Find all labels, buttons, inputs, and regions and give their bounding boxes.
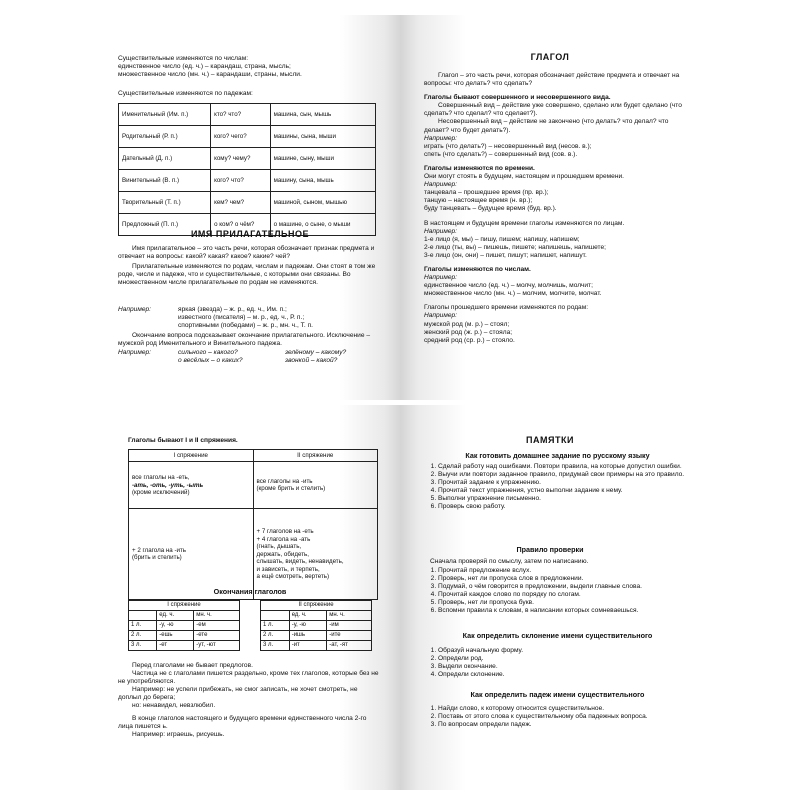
table-row (261, 631, 372, 641)
verb-tense-text: Они могут стоять в будущем, настоящем и прошедшем времени. (424, 173, 624, 181)
memo-homework-title: Как готовить домашнее задание по русскому языку (465, 451, 650, 460)
list-item: 3. По вопросам определи падеж. (438, 721, 700, 729)
ending-cell: 1 л. (261, 621, 290, 631)
adjective-example2-d: звонкой – какой? (285, 357, 338, 364)
adjective-ending-rule: Окончание вопроса подсказывает окончание прилагательного. Исключение – мужской род Именительного и Винительного падежа. (118, 332, 371, 348)
case-cell: машину, сына, мышь (270, 170, 375, 192)
conjugation-header-1: I спряжение (129, 450, 254, 462)
ending-cell: -ешь (157, 631, 194, 641)
verb-example: играть (что делать?) – несовершенный вид (несов. в.); (424, 142, 592, 150)
page-memos (400, 405, 700, 790)
adjective-example-label: Например: (118, 306, 152, 313)
verb-note-exception: но: ненавидел, невзлюбил. (132, 702, 216, 710)
ending-cell: -ете (194, 631, 240, 641)
case-cell: кого? что? (211, 170, 271, 192)
table-row (129, 631, 240, 641)
verb-example-label: Например: (424, 134, 458, 142)
verb-section-title: ГЛАГОЛ (530, 52, 570, 62)
case-cell: Дательный (Д. п.) (119, 148, 211, 170)
endings-table-1-title: I спряжение (129, 601, 240, 611)
page-conjugation (100, 405, 400, 790)
verb-example-label: Например: (424, 274, 458, 282)
memo-check-title: Правило проверки (516, 545, 584, 554)
memo-homework-list (424, 463, 700, 512)
page-verb (400, 15, 700, 400)
adjective-example-3: спортивными (победами) – ж. р., мн. ч., Т. п. (178, 322, 313, 330)
case-cell: кем? чем? (211, 192, 271, 214)
list-item: 2. Поставь от этого слова к существительному оба падежных вопроса. (438, 713, 700, 721)
verb-aspect-heading: Глаголы бывают совершенного и несовершенного вида. (424, 94, 611, 102)
verb-gender-heading: Глаголы прошедшего времени изменяются по родам: (424, 304, 589, 312)
verb-example: танцую – настоящее время (н. вр.); (424, 197, 533, 205)
verb-note-example: Например: не успели прибежать, не смог записать, не хочет смотреть, не доплыл до берега; (118, 686, 358, 702)
list-item: 2. Определи род. (438, 655, 700, 663)
memo-case-list (424, 705, 700, 729)
case-cell: машиной, сыном, мышью (270, 192, 375, 214)
memo-declension-title: Как определить склонение имени существительного (462, 631, 653, 640)
case-cell: кто? что? (211, 104, 271, 126)
ending-cell: 3 л. (129, 641, 157, 651)
ending-cell: 2 л. (261, 631, 290, 641)
conjugation-header-2: II спряжение (253, 450, 378, 462)
case-cell: о машине, о сыне, о мыши (270, 214, 375, 236)
conjugation-intro: Глаголы бывают I и II спряжения. (128, 437, 238, 444)
verb-note-example-2: Например: играешь, рисуешь. (132, 730, 225, 738)
table-row (129, 621, 240, 631)
case-cell: Винительный (В. п.) (119, 170, 211, 192)
table-row (129, 641, 240, 651)
case-cell: Родительный (Р. п.) (119, 126, 211, 148)
table-row (119, 192, 376, 214)
endings-table-2: II спряжение ед. ч. мн. ч. 1 л. -у, -ю -им 2 л. -ишь -ите 3 л. -ит -ат, -ят (260, 600, 372, 651)
verb-example: буду танцевать – будущее время (буд. вр.). (424, 205, 557, 213)
verb-example: единственное число (ед. ч.) – молчу, молчишь, молчит; (424, 282, 593, 290)
verb-note-soft-sign: В конце глаголов настоящего и будущего времени единственного числа 2-го лица пишется ь. (118, 714, 367, 730)
list-item: 4. Определи склонение. (438, 671, 700, 679)
list-item: 3. Прочитай задание к упражнению. (438, 479, 700, 487)
verb-example: спеть (что сделать?) – совершенный вид (сов. в.). (424, 150, 578, 158)
verb-example: средний род (ср. р.) – стояло. (424, 336, 515, 344)
verb-example: множественное число (мн. ч.) – молчим, молчите, молчат. (424, 290, 602, 298)
case-cell: кому? чему? (211, 148, 271, 170)
ending-cell: -у, -ю (289, 621, 327, 631)
memo-case-title: Как определить падеж имени существительного (470, 690, 645, 699)
table-row (119, 104, 376, 126)
adjective-example2-b: зелёному – какому? (285, 349, 347, 356)
ending-cell: -ат, -ят (327, 641, 372, 651)
ending-cell: -ут, -ют (194, 641, 240, 651)
list-item: 4. Прочитай каждое слово по порядку по слогам. (438, 591, 700, 599)
adjective-example2-label: Например: (118, 349, 152, 356)
ending-cell: -у, -ю (157, 621, 194, 631)
verb-example: танцевала – прошедшее время (пр. вр.); (424, 189, 549, 197)
verb-person-heading: В настоящем и будущем времени глаголы изменяются по лицам. (424, 219, 625, 227)
page-nouns-adjectives (100, 15, 400, 400)
verb-definition: Глагол – это часть речи, которая обозначает действие предмета и отвечает на вопросы: что делать? что сделать? (424, 72, 680, 88)
endings-table-2-title: II спряжение (261, 601, 372, 611)
adjective-section-title: ИМЯ ПРИЛАГАТЕЛЬНОЕ (190, 229, 310, 239)
case-cell: Предложный (П. п.) (119, 214, 211, 236)
list-item: 2. Выучи или повтори заданное правило, придумай свои примеры на это правило. (438, 471, 700, 479)
verb-example-label: Например: (424, 181, 458, 189)
verb-example: женский род (ж. р.) – стояла; (424, 328, 513, 336)
adjective-definition: Имя прилагательное – это часть речи, которая обозначает признак предмета и отвечает на вопросы: какой? какая? какое? какие? чей? (118, 245, 375, 261)
verb-note-prepositions: Перед глаголами не бывает предлогов. (132, 662, 253, 669)
memo-declension-list (424, 647, 700, 679)
verb-example: 2-е лицо (ты, вы) – пишешь, пишете; напишешь, напишете; (424, 243, 607, 251)
table-row (261, 621, 372, 631)
adjective-example2-a: сильного – какого? (178, 349, 238, 356)
list-item: 1. Прочитай предложение вслух. (438, 567, 700, 575)
verb-note-particle: Частица не с глаголами пишется раздельно, кроме тех глаголов, которые без не не употребляются. (118, 670, 379, 686)
ending-cell: -им (327, 621, 372, 631)
adjective-example2-c: о весёлых – о каких? (178, 357, 243, 364)
endings-table-1: I спряжение ед. ч. мн. ч. 1 л. -у, -ю -ем 2 л. -ешь -ете 3 л. -ет -ут, -ют (128, 600, 240, 651)
verb-example-label: Например: (424, 312, 458, 320)
conjugation-cell-2-1: + 2 глагола на -ить (брить и стелить) (129, 509, 254, 600)
adjective-example-1: яркая (звезда) – ж. р., ед. ч., Им. п.; (178, 306, 287, 313)
ending-cell: -ит (289, 641, 327, 651)
list-item: 4. Прочитай текст упражнения, устно выполни задание к нему. (438, 487, 700, 495)
table-row (119, 170, 376, 192)
case-cell: машины, сына, мыши (270, 126, 375, 148)
list-item: 6. Проверь свою работу. (438, 503, 700, 511)
verb-example: мужской род (м. р.) – стоял; (424, 320, 510, 328)
ending-cell: -ишь (289, 631, 327, 641)
case-cell: о ком? о чём? (211, 214, 271, 236)
verb-example-label: Например: (424, 227, 458, 235)
list-item: 5. Выполни упражнение письменно. (438, 495, 700, 503)
list-item: 2. Проверь, нет ли пропуска слов в предложении. (438, 575, 700, 583)
verb-text-block (424, 72, 694, 345)
list-item: 1. Сделай работу над ошибками. Повтори правила, на которые допустил ошибки. (438, 463, 700, 471)
verb-imperfective: Несовершенный вид – действие не закончено (что делать? что делал? что делает? что будет делать?). (424, 118, 669, 134)
verb-tense-heading: Глаголы изменяются по времени. (424, 164, 535, 172)
case-cell: машине, сыну, мыши (270, 148, 375, 170)
ending-cell: 2 л. (129, 631, 157, 641)
verb-number-heading: Глаголы изменяются по числам. (424, 265, 531, 273)
case-cell: Именительный (Им. п.) (119, 104, 211, 126)
adjective-examples (178, 306, 313, 330)
table-row (261, 641, 372, 651)
verb-perfective: Совершенный вид – действие уже совершено, сделано или будет сделано (что сделать? что сделал? что сделает?). (424, 102, 682, 118)
memos-title: ПАМЯТКИ (526, 435, 574, 445)
list-item: 3. Выдели окончание. (438, 663, 700, 671)
adjective-agreement-rule: Прилагательные изменяются по родам, числам и падежам. Они стоят в том же роде, числе и падеже, что и существительные, с которыми они связаны. Во множественном числе прилагательные по родам не изменяются. (118, 263, 376, 287)
ending-cell: -ет (157, 641, 194, 651)
case-cell: кого? чего? (211, 126, 271, 148)
noun-cases-heading: Существительные изменяются по падежам: (118, 90, 253, 97)
list-item: 1. Найди слово, к которому относится существительное. (438, 705, 700, 713)
case-cell: Творительный (Т. п.) (119, 192, 211, 214)
memo-check-intro: Сначала проверяй по смыслу, затем по написанию. (430, 558, 589, 565)
list-item: 5. Проверь, нет ли пропуска букв. (438, 599, 700, 607)
noun-number-singular: единственное число (ед. ч.) – карандаш, страна, мысль; (118, 63, 291, 71)
case-cell: машина, сын, мышь (270, 104, 375, 126)
conjugation-cell-2-2: + 7 глаголов на -еть + 4 глагола на -ать (гнать, дышать, держать, обидеть, слышать, видеть, ненавидеть, и зависеть, и терпеть, а ещё смотреть, вертеть) (253, 509, 378, 600)
ending-cell: 1 л. (129, 621, 157, 631)
adjective-example-2: известного (писателя) – м. р., ед. ч., Р. п.; (178, 314, 305, 322)
memo-check-list (424, 567, 700, 616)
ending-cell: 3 л. (261, 641, 290, 651)
list-item: 1. Образуй начальную форму. (438, 647, 700, 655)
noun-number-heading: Существительные изменяются по числам: (118, 55, 249, 62)
list-item: 6. Вспомни правила к словам, в написании которых сомневаешься. (438, 607, 700, 615)
conjugation-table (128, 449, 378, 600)
table-row (119, 126, 376, 148)
noun-number-block (118, 55, 388, 79)
conjugation-cell-1-2: все глаголы на -ить (кроме брить и стелить) (253, 462, 378, 509)
conjugation-cell-1-1: все глаголы на -еть, -ать, -оть, -уть, -ыть (кроме исключений) (129, 462, 254, 509)
verb-endings-title: Окончания глаголов (213, 587, 287, 596)
list-item: 3. Подумай, о чём говорится в предложении, выдели главные слова. (438, 583, 700, 591)
noun-number-plural: множественное число (мн. ч.) – карандаши, страны, мысли. (118, 71, 302, 79)
verb-example: 3-е лицо (он, они) – пишет, пишут; напишет, напишут. (424, 251, 587, 259)
verb-example: 1-е лицо (я, мы) – пишу, пишем; напишу, напишем; (424, 235, 580, 243)
ending-cell: -ите (327, 631, 372, 641)
table-row (119, 148, 376, 170)
verb-notes (118, 662, 380, 739)
ending-cell: -ем (194, 621, 240, 631)
noun-cases-table (118, 103, 376, 236)
